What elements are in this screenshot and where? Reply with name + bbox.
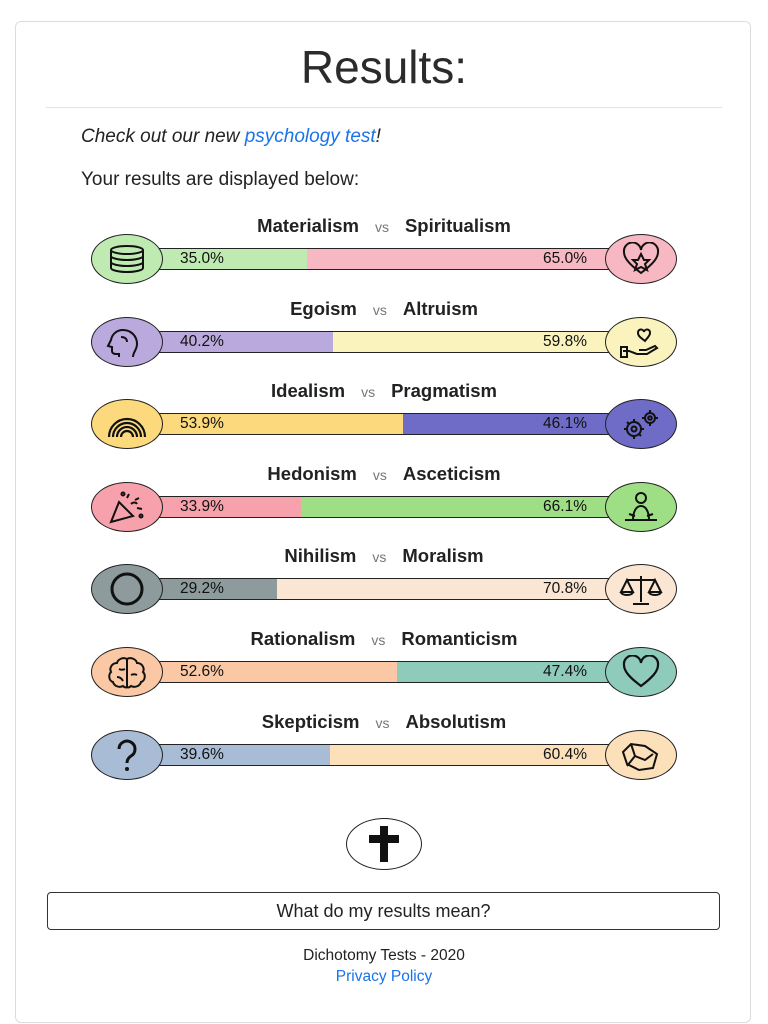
title-divider [46,107,722,108]
left-percentage: 33.9% [180,497,224,515]
axis-bar [127,248,640,270]
right-percentage: 65.0% [543,250,587,267]
right-icon-badge [605,234,677,284]
left-percentage: 52.6% [180,663,224,680]
left-icon-badge [91,564,163,614]
right-icon-badge [605,647,677,697]
right-fill [397,662,639,682]
brain-icon [105,655,149,689]
left-percentage: 39.6% [180,745,224,763]
psychology-test-link[interactable]: psychology test [244,126,376,147]
results-intro: Your results are displayed below: [81,169,360,190]
axis-hedonism-vs-asceticism [0,462,768,547]
footer-copyright: Dichotomy Tests - 2020 [303,947,465,964]
right-fill [307,249,639,269]
head-profile-icon [105,325,149,359]
axis-bar [127,331,640,353]
left-percentage: 40.2% [180,332,224,350]
right-fill [301,497,639,517]
left-fill [128,662,397,682]
axis-left-label: Idealism [271,380,346,402]
axis-left-label: Egoism [290,297,357,319]
right-icon-badge [605,730,677,780]
vs-separator: vs [371,632,386,648]
axis-bar [127,413,640,435]
right-icon-badge [605,482,677,532]
right-icon-badge [605,317,677,367]
axis-right-label: Absolutism [405,710,507,732]
axis-idealism-vs-pragmatism [0,379,768,464]
rocks-icon [619,738,663,772]
empty-circle-icon [105,572,149,606]
right-fill [333,332,639,352]
axis-nihilism-vs-moralism [0,544,768,629]
axis-left-label: Hedonism [267,462,357,484]
vs-separator: vs [372,301,387,318]
axis-right-label: Romanticism [401,628,518,649]
left-percentage: 35.0% [180,250,224,267]
left-icon-badge [91,234,163,284]
right-percentage: 47.4% [543,663,587,680]
promo-prefix: Check out our new [81,126,245,147]
left-percentage: 53.9% [180,415,224,433]
result-badge [346,818,422,870]
cross-icon [364,824,404,864]
left-icon-badge [91,647,163,697]
vs-separator: vs [374,219,389,235]
question-mark-icon [105,738,149,772]
vs-separator: vs [372,549,387,566]
promo-text [81,126,381,148]
scales-icon [619,572,663,606]
party-popper-icon [105,490,149,524]
axis-bar [127,578,640,600]
right-percentage: 60.4% [543,745,587,763]
left-icon-badge [91,730,163,780]
vs-separator: vs [361,384,376,401]
axis-bar [127,661,640,683]
right-fill [403,414,639,434]
axis-right-label: Spiritualism [404,215,511,236]
results-meaning-button[interactable]: What do my results mean? [47,892,720,930]
heart-icon [619,655,663,689]
axis-right-label: Altruism [402,297,478,319]
gears-icon [619,407,663,441]
axis-right-label: Moralism [402,545,484,567]
axis-right-label: Asceticism [402,462,501,484]
right-percentage: 59.8% [543,332,587,350]
right-icon-badge [605,564,677,614]
right-percentage: 46.1% [543,415,587,433]
rainbow-icon [105,407,149,441]
footer [0,946,768,987]
right-percentage: 66.1% [543,497,587,515]
page-title: Results: [300,41,468,93]
giving-hand-icon [619,325,663,359]
axis-materialism-vs-spiritualism [0,214,768,299]
axis-right-label: Pragmatism [391,380,497,402]
axis-left-label: Rationalism [250,628,356,649]
heart-flower-icon [619,242,663,276]
privacy-policy-link[interactable]: Privacy Policy [335,968,433,985]
axis-bar [127,496,640,518]
coins-icon [105,242,149,276]
promo-suffix: ! [375,126,381,147]
right-fill [330,745,639,765]
meditation-icon [619,490,663,524]
axis-left-label: Skepticism [261,710,360,732]
vs-separator: vs [372,466,387,483]
left-percentage: 29.2% [180,580,224,598]
axis-rationalism-vs-romanticism [0,627,768,712]
right-percentage: 70.8% [543,580,587,598]
left-icon-badge [91,482,163,532]
axis-egoism-vs-altruism [0,297,768,382]
left-fill [128,414,403,434]
vs-separator: vs [375,714,390,731]
left-icon-badge [91,317,163,367]
left-icon-badge [91,399,163,449]
axis-left-label: Nihilism [284,545,357,567]
axis-bar [127,744,640,766]
axis-left-label: Materialism [257,215,359,236]
right-icon-badge [605,399,677,449]
axis-skepticism-vs-absolutism [0,710,768,795]
